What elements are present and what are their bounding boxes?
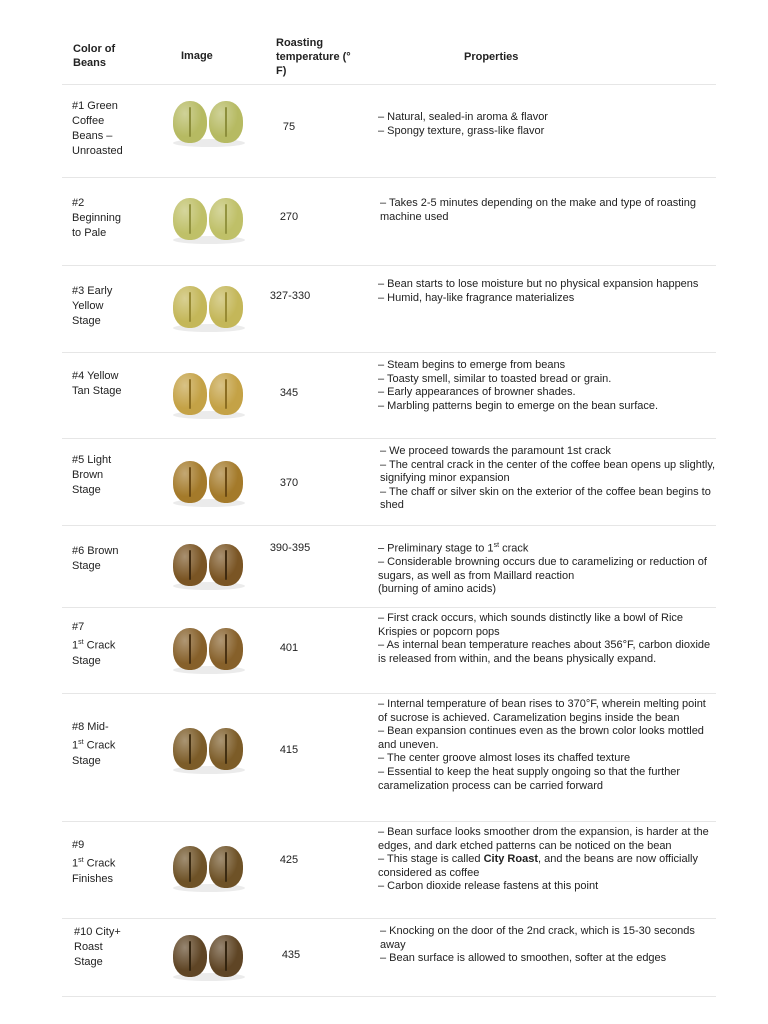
table-row [62, 353, 716, 439]
roasting-temperature: 401 [279, 642, 299, 654]
bean-image [167, 838, 251, 898]
bean-stage-label: #6 Brown Stage [72, 545, 119, 572]
property-line: – The central crack in the center of the coffee bean opens up slightly, signifying minor expansion [380, 458, 716, 485]
header-roasting-temperature: Roasting temperature (° F) [276, 37, 351, 77]
property-line: – Toasty smell, similar to toasted bread or grain. [378, 372, 612, 385]
bean-stage-label: #1 Green Coffee Beans – Unroasted [72, 100, 123, 157]
property-line: – Spongy texture, grass-like flavor [378, 124, 545, 137]
table-row [62, 526, 716, 608]
properties [378, 698, 716, 793]
property-line: – Bean surface is allowed to smoothen, softer at the edges [380, 952, 667, 965]
property-line: – Bean expansion continues even as the brown color looks mottled and uneven. [378, 725, 704, 751]
roasting-temperature: 270 [279, 211, 299, 223]
table-row [62, 919, 716, 997]
properties [380, 197, 718, 224]
roasting-temperature: 370 [279, 477, 299, 489]
roasting-temperature: 345 [279, 387, 299, 399]
table-row [62, 608, 716, 694]
property-line: – Early appearances of browner shades. [378, 386, 576, 399]
bean-image [167, 620, 251, 680]
property-line: – Essential to keep the heat supply ongoing so that the further caramelization process can be carried forward [378, 765, 681, 792]
property-line: – As internal bean temperature reaches about 356°F, carbon dioxide is released from within, and the beans physically expand. [378, 639, 711, 665]
header-image: Image [181, 50, 213, 62]
bean-stage-label: #7 1st Crack Stage [72, 621, 116, 667]
bean-stage-label: #2 Beginning to Pale [72, 197, 121, 239]
bean-stage-label: #4 Yellow Tan Stage [72, 370, 122, 397]
header-properties: Properties [464, 51, 519, 63]
property-line: – Natural, sealed-in aroma & flavor [378, 111, 548, 123]
table-row [62, 266, 716, 353]
table-row [62, 85, 716, 178]
bean-image [167, 927, 251, 987]
property-line: – Preliminary stage to 1st crack [378, 542, 529, 555]
property-line: – This stage is called City Roast, and the beans are now officially considered as coffee [378, 853, 698, 879]
header-color-of-beans: Color of Beans [73, 43, 116, 69]
bean-image [167, 93, 251, 153]
property-line: – The center groove almost loses its chaffed texture [378, 752, 631, 765]
property-line: (burning of amino acids) [378, 583, 497, 596]
table-row [62, 439, 716, 526]
property-line: – Takes 2-5 minutes depending on the make and type of roasting machine used [380, 197, 696, 223]
table-header [62, 26, 716, 85]
bean-stage-label: #3 Early Yellow Stage [72, 285, 113, 327]
property-line: – Steam begins to emerge from beans [378, 359, 566, 371]
bean-stage-label: #10 City+ Roast Stage [74, 926, 121, 968]
table-row [62, 694, 716, 822]
properties [378, 359, 716, 413]
bean-stage-label: #8 Mid- 1st Crack Stage [72, 721, 116, 767]
bean-image [167, 365, 251, 425]
properties [380, 925, 718, 966]
bean-image [167, 720, 251, 780]
bean-image [167, 190, 251, 250]
property-line: – Bean starts to lose moisture but no physical expansion happens [378, 278, 699, 290]
bean-image [167, 453, 251, 513]
property-line: – Knocking on the door of the 2nd crack, which is 15-30 seconds away [380, 925, 695, 951]
property-line: – The chaff or silver skin on the exterior of the coffee bean begins to shed [380, 485, 711, 512]
property-line: – Internal temperature of bean rises to 370°F, wherein melting point of sucrose is achieved. Caramelization begins inside the bean [378, 698, 706, 724]
bean-image [167, 536, 251, 596]
property-line: – Bean surface looks smoother drom the expansion, is harder at the edges, and dark etched patterns can be noticed on the bean [378, 826, 709, 852]
properties [378, 826, 716, 894]
table-row [62, 822, 716, 919]
roasting-temperature: 75 [282, 121, 296, 133]
properties [378, 111, 716, 138]
property-line: – First crack occurs, which sounds distinctly like a bowl of Rice Krispies or popcorn pops [378, 612, 684, 638]
roasting-temperature: 435 [281, 949, 301, 961]
roasting-temperature: 390-395 [269, 542, 311, 554]
property-line: – Carbon dioxide release fastens at this point [378, 880, 599, 893]
roasting-temperature: 425 [279, 854, 299, 866]
properties [378, 539, 716, 597]
properties [378, 612, 716, 666]
table-row [62, 178, 716, 266]
properties [380, 445, 718, 513]
roasting-temperature: 415 [279, 744, 299, 756]
bean-stage-label: #9 1st Crack Finishes [72, 839, 116, 885]
property-line: – Considerable browning occurs due to caramelizing or reduction of sugars, as well as from Maillard reaction [378, 556, 707, 582]
property-line: – Humid, hay-like fragrance materializes [378, 291, 575, 304]
properties [378, 278, 716, 305]
property-line: – We proceed towards the paramount 1st crack [380, 445, 611, 457]
roasting-temperature: 327-330 [269, 290, 311, 302]
bean-stage-label: #5 Light Brown Stage [72, 454, 112, 496]
bean-image [167, 278, 251, 338]
property-line: – Marbling patterns begin to emerge on the bean surface. [378, 399, 659, 412]
